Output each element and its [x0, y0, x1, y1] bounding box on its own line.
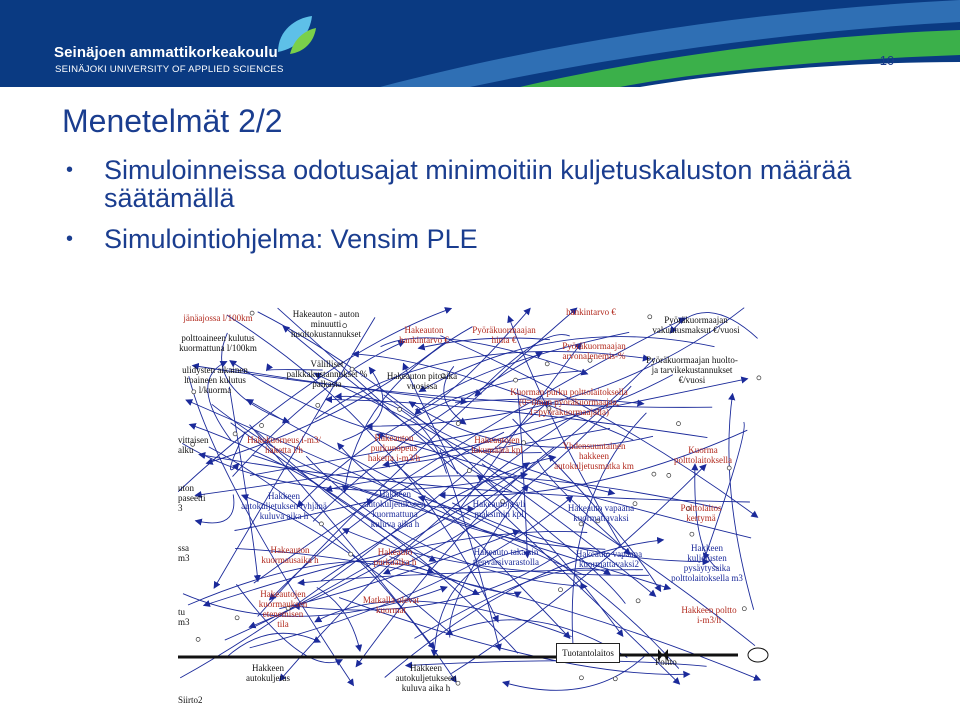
diagram-node: uton paseetti 3 [178, 483, 206, 513]
bullet-text: Simulointiohjelma: Vensim PLE [104, 224, 478, 254]
link-marker [690, 532, 694, 536]
link-marker [636, 599, 640, 603]
diagram-node: Pyöräkuormaajan vakuutusmaksut €/vuosi [652, 315, 740, 335]
link-marker [456, 422, 460, 426]
diagram-node: Hakeautojen lukumäärä kpl [471, 435, 523, 455]
link-marker [559, 588, 563, 592]
diagram-node: Pyöräkuormaajan huolto- ja tarvikekustannukset €/vuosi [646, 355, 738, 385]
bullet-list [66, 156, 946, 266]
link-marker [545, 362, 549, 366]
diagram-node: ssa m3 [178, 543, 190, 563]
diagram-node: Kuorman purku polttolaitoksella (0=ilman pyöräkuormaajaa, 1=pyöräkuormaajalla) [510, 387, 628, 417]
link-marker [316, 403, 320, 407]
diagram-node: Hakeauto takaisin tienvarsivarastolla [473, 547, 539, 567]
link-marker [579, 676, 583, 680]
causal-arrow [189, 376, 354, 685]
causal-arrow [226, 633, 321, 658]
slide-number: 10 [879, 53, 895, 68]
diagram-node: Hakeauton - auton minuutti huoltokustannukset [291, 309, 361, 339]
diagram-node: tu m3 [178, 607, 190, 627]
link-marker [677, 422, 681, 426]
link-marker [727, 466, 731, 470]
slide-title: Menetelmät 2/2 [62, 103, 283, 139]
diagram-node: Kuorma polttolaitoksella [674, 445, 732, 465]
link-marker [319, 522, 323, 526]
diagram-node: Hakekuorneus i-m3/ haketta l/h [247, 435, 321, 455]
link-marker [757, 376, 761, 380]
diagram-node: hankintarvo € [566, 307, 616, 317]
link-marker [613, 677, 617, 681]
link-marker [196, 637, 200, 641]
bullet-item [66, 156, 946, 212]
logo-leaf-icon [272, 12, 318, 58]
brand-name-finnish: Seinäjoen ammattikorkeakoulu [54, 44, 278, 61]
link-marker [398, 407, 402, 411]
diagram-node: Poltto [655, 657, 677, 667]
diagram-node: Matkalla olevat kuormat [362, 595, 420, 615]
bullet-dot-icon: • [66, 159, 74, 181]
diagram-node: Hakkeen autokuljetukseen kuormattuna kuluva aika h [364, 489, 426, 529]
header-bar [0, 0, 960, 87]
bullet-item [66, 225, 946, 253]
link-marker [260, 424, 264, 428]
bullet-dot-icon: • [66, 228, 74, 250]
stock-box: Tuotantolaitos [556, 643, 620, 663]
link-marker [349, 552, 353, 556]
diagram-node: Hakeauto vapaana kuormattavaksi [567, 503, 635, 523]
diagram-node: Välilliset palkkakustannukset % palkasta [286, 359, 368, 389]
diagram-node: Hakkeen kuljetusten pysäytysaika polttolaitoksella m3 [671, 543, 743, 583]
diagram-node: Hakeauto purkuaika h [373, 547, 417, 567]
bullet-text: Simuloinneissa odotusajat minimoitiin kuljetuskaluston määrää säätämällä [104, 155, 852, 213]
link-marker [235, 616, 239, 620]
brand-name-english: SEINÄJOKI UNIVERSITY OF APPLIED SCIENCES [55, 64, 284, 75]
diagram-node: polttoaineen kulutus kuormattuna l/100km [179, 333, 257, 353]
diagram-node: Pyöräkuormaajan arvonalenemis-% [562, 341, 626, 361]
diagram-node: Hakeautojen kuormauksen etenemisen tila [258, 589, 308, 629]
diagram-node: Hakkeen autokuljetuksen tyhjänä kuluva aika h [241, 491, 327, 521]
cloud-sink-icon [748, 648, 768, 662]
link-marker [467, 469, 471, 473]
diagram-node: Hakeauton purkunopeus haketta i-m3/h [367, 433, 421, 463]
vensim-model-diagram [178, 307, 774, 706]
diagram-node: Hakeauto vapaana kuormattavaksi2 [575, 549, 643, 569]
causal-arrow [704, 422, 744, 559]
diagram-node: ulidysten aikainen ltoaineen kulutus l/kuorma [182, 365, 248, 395]
diagram-node: Hakeauton pitoaika vuosissa [386, 371, 458, 391]
diagram-node: Hakkeen autokuljetus [246, 663, 290, 683]
diagram-node: vittaisen alku [178, 435, 209, 455]
diagram-node: Siirto2 [178, 695, 203, 705]
diagram-node: Yhdensuuntainen hakkeen autokuljetusmatka km [554, 441, 634, 471]
diagram-node: Polttolaitos kertymä [680, 503, 722, 523]
link-marker [514, 378, 518, 382]
diagram-node: Hakkeen poltto i-m3/h [681, 605, 737, 625]
diagram-node: Pyöräkuormaajan hinta € [472, 325, 536, 345]
link-marker [667, 473, 671, 477]
link-marker [652, 472, 656, 476]
diagram-node: Hakeautoja yli maksimin kpl [472, 499, 526, 519]
diagram-node: Hakeauton kuormausaika h [261, 545, 319, 565]
diagram-node: Hakeauton hankintarvo € [399, 325, 449, 345]
diagram-node: Hakkeen autokuljetukseen kuluva aika h [395, 663, 457, 693]
diagram-node: jänäajossa l/100km [183, 313, 253, 323]
